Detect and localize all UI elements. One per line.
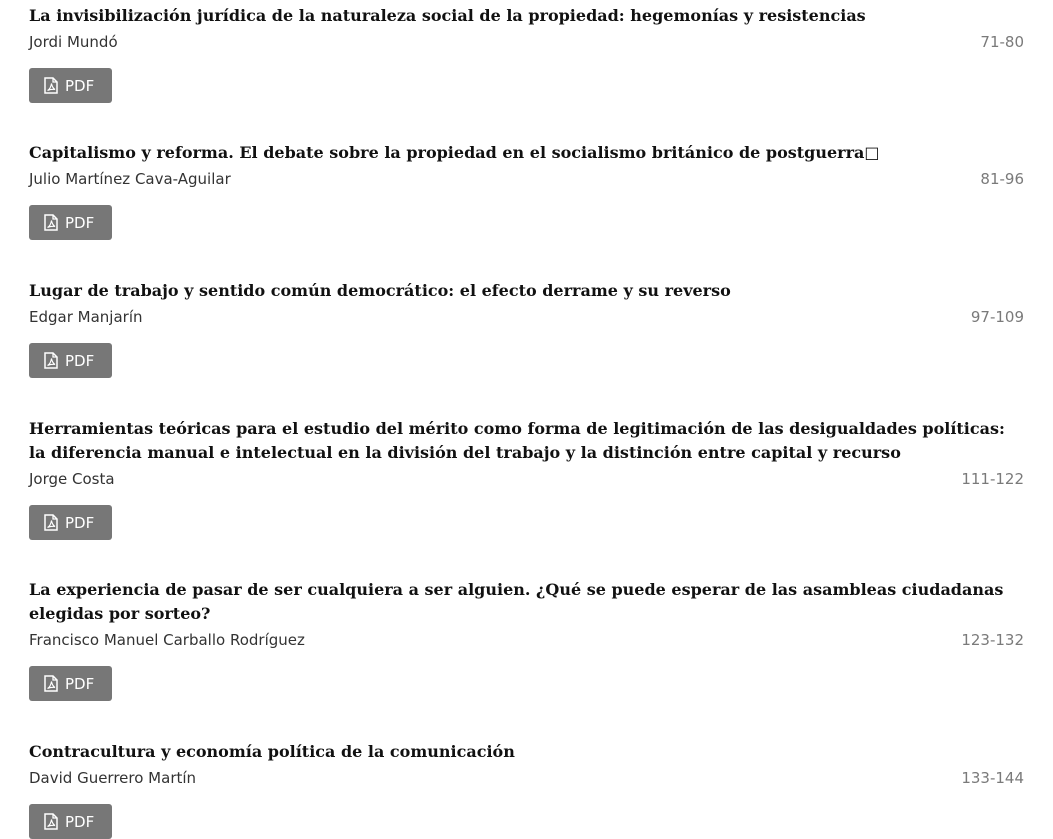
pdf-button[interactable] (29, 68, 112, 103)
article-author: Julio Martínez Cava-Aguilar (29, 170, 231, 188)
article-author: Edgar Manjarín (29, 308, 143, 326)
article-pages: 111-122 (961, 470, 1024, 488)
galley-links (29, 666, 1024, 701)
article-title-link[interactable]: La invisibilización jurídica de la naturaleza social de la propiedad: hegemonías y resistencias (29, 6, 866, 25)
article-pages: 123-132 (961, 631, 1024, 649)
pdf-button[interactable] (29, 505, 112, 540)
pdf-file-icon (44, 675, 58, 692)
pdf-button-label: PDF (65, 674, 95, 693)
article-item (29, 578, 1024, 701)
galley-links (29, 205, 1024, 240)
article-item (29, 4, 1024, 103)
pdf-button-label: PDF (65, 513, 95, 532)
pdf-button[interactable] (29, 666, 112, 701)
pdf-button-label: PDF (65, 812, 95, 831)
pdf-button[interactable] (29, 343, 112, 378)
article-author: David Guerrero Martín (29, 769, 197, 787)
pdf-button[interactable] (29, 205, 112, 240)
pdf-file-icon (44, 813, 58, 830)
article-pages: 81-96 (980, 170, 1024, 188)
pdf-file-icon (44, 352, 58, 369)
article-title-link[interactable]: Capitalismo y reforma. El debate sobre la propiedad en el socialismo británico de postguerra□ (29, 143, 880, 162)
pdf-button-label: PDF (65, 213, 95, 232)
article-meta (29, 465, 1024, 495)
article-title-link[interactable]: Contracultura y economía política de la comunicación (29, 742, 515, 761)
pdf-file-icon (44, 214, 58, 231)
article-meta (29, 303, 1024, 333)
article-title-link[interactable]: Lugar de trabajo y sentido común democrático: el efecto derrame y su reverso (29, 281, 731, 300)
galley-links (29, 804, 1024, 839)
galley-links (29, 343, 1024, 378)
article-pages: 133-144 (961, 769, 1024, 787)
article-pages: 71-80 (980, 33, 1024, 51)
pdf-button[interactable] (29, 804, 112, 839)
galley-links (29, 68, 1024, 103)
pdf-file-icon (44, 514, 58, 531)
article-pages: 97-109 (970, 308, 1024, 326)
article-title-link[interactable]: Herramientas teóricas para el estudio del mérito como forma de legitimación de las desigualdades políticas: la diferencia manual e intelectual en la división del trabajo y la distinción entre capital y recurso (29, 419, 1005, 462)
article-meta (29, 165, 1024, 195)
galley-links (29, 505, 1024, 540)
article-item (29, 141, 1024, 240)
article-title-link[interactable]: La experiencia de pasar de ser cualquiera a ser alguien. ¿Qué se puede esperar de las asambleas ciudadanas elegidas por sorteo? (29, 580, 1004, 623)
article-meta (29, 626, 1024, 656)
article-author: Francisco Manuel Carballo Rodríguez (29, 631, 305, 649)
pdf-button-label: PDF (65, 351, 95, 370)
article-item (29, 740, 1024, 839)
article-item (29, 417, 1024, 540)
article-item (29, 279, 1024, 378)
article-author: Jorge Costa (29, 470, 115, 488)
article-meta (29, 28, 1024, 58)
article-meta (29, 764, 1024, 794)
pdf-file-icon (44, 77, 58, 94)
pdf-button-label: PDF (65, 76, 95, 95)
article-author: Jordi Mundó (29, 33, 118, 51)
